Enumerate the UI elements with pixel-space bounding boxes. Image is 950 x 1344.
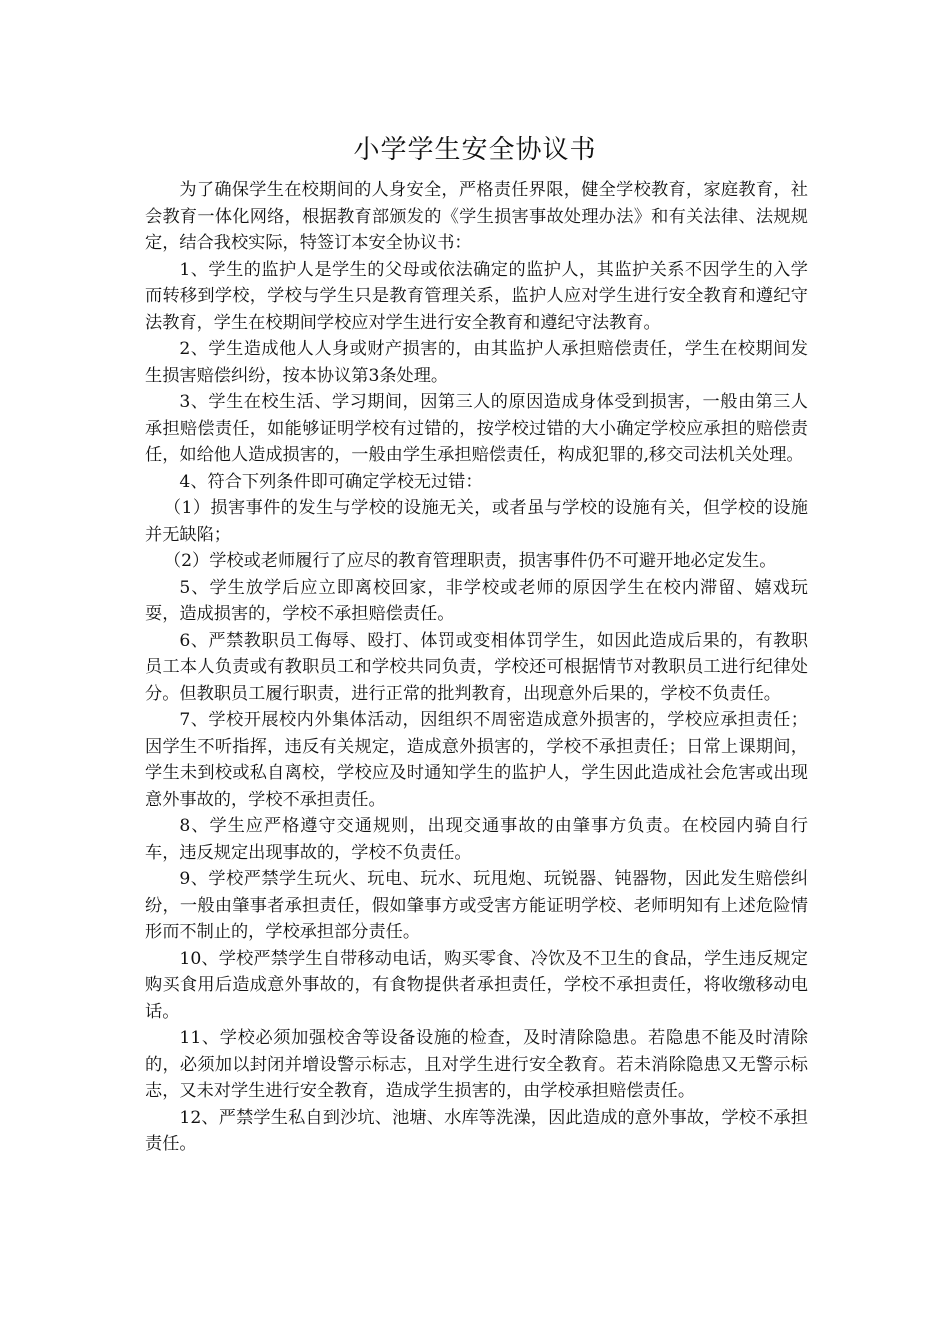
- document-body: [145, 177, 808, 1158]
- clause-8: 8、学生应严格遵守交通规则，出现交通事故的由肇事方负责。在校园内骑自行车，违反规定出现事故的，学校不负责任。: [145, 816, 808, 863]
- document-title: 小学学生安全协议书: [353, 135, 597, 165]
- clause-4-item-2: （2）学校或老师履行了应尽的教育管理职责，损害事件仍不可避开地必定发生。: [163, 551, 777, 571]
- clause-10: 10、学校严禁学生自带移动电话，购买零食、冷饮及不卫生的食品，学生违反规定购买食用后造成意外事故的，有食物提供者承担责任，学校不承担责任，将收缴移动电话。: [145, 948, 808, 1022]
- clause-9: 9、学校严禁学生玩火、玩电、玩水、玩甩炮、玩锐器、钝器物，因此发生赔偿纠纷，一般由肇事者承担责任，假如肇事方或受害方能证明学校、老师明知有上述危险情形而不制止的，学校承担部分责任。: [145, 869, 808, 942]
- clause-11: 11、学校必须加强校舍等设备设施的检查，及时清除隐患。若隐患不能及时清除的，必须加以封闭并增设警示标志，且对学生进行安全教育。若未消除隐患又无警示标志，又未对学生进行安全教育，造成学生损害的，由学校承担赔偿责任。: [145, 1028, 808, 1101]
- clause-6: 6、严禁教职员工侮辱、殴打、体罚或变相体罚学生，如因此造成后果的，有教职员工本人负责或有教职员工和学校共同负责，学校还可根据情节对教职员工进行纪律处分。但教职员工履行职责，进行正常的批判教育，出现意外后果的，学校不负责任。: [145, 630, 808, 704]
- clause-4: 4、符合下列条件即可确定学校无过错：: [179, 471, 483, 492]
- clause-5: 5、学生放学后应立即离校回家，非学校或老师的原因学生在校内滞留、嬉戏玩耍，造成损害的，学校不承担赔偿责任。: [145, 577, 808, 624]
- clause-3: 3、学生在校生活、学习期间，因第三人的原因造成身体受到损害，一般由第三人承担赔偿责任，如能够证明学校有过错的，按学校过错的大小确定学校应承担的赔偿责任，如给他人造成损害的，一般由学生承担赔偿责任，构成犯罪的,移交司法机关处理。: [145, 392, 808, 465]
- intro-paragraph: 为了确保学生在校期间的人身安全，严格责任界限，健全学校教育，家庭教育，社会教育一体化网络，根据教育部颁发的《学生损害事故处理办法》和有关法律、法规规定，结合我校实际，特签订本安全协议书：: [145, 180, 808, 253]
- clause-12: 12、严禁学生私自到沙坑、池塘、水库等洗澡，因此造成的意外事故，学校不承担责任。: [145, 1107, 808, 1154]
- clause-1: 1、学生的监护人是学生的父母或依法确定的监护人，其监护关系不因学生的入学而转移到学校，学校与学生只是教育管理关系，监护人应对学生进行安全教育和遵纪守法教育，学生在校期间学校应对学生进行安全教育和遵纪守法教育。: [145, 259, 808, 333]
- clause-2: 2、学生造成他人人身或财产损害的，由其监护人承担赔偿责任，学生在校期间发生损害赔偿纠纷，按本协议第3条处理。: [145, 339, 808, 386]
- clause-7: 7、学校开展校内外集体活动，因组织不周密造成意外损害的，学校应承担责任；因学生不听指挥，违反有关规定，造成意外损害的，学校不承担责任；日常上课期间，学生未到校或私自离校，学校应及时通知学生的监护人，学生因此造成社会危害或出现意外事故的，学校不承担责任。: [145, 710, 808, 810]
- clause-4-item-1: （1）损害事件的发生与学校的设施无关，或者虽与学校的设施有关，但学校的设施并无缺陷；: [145, 498, 808, 545]
